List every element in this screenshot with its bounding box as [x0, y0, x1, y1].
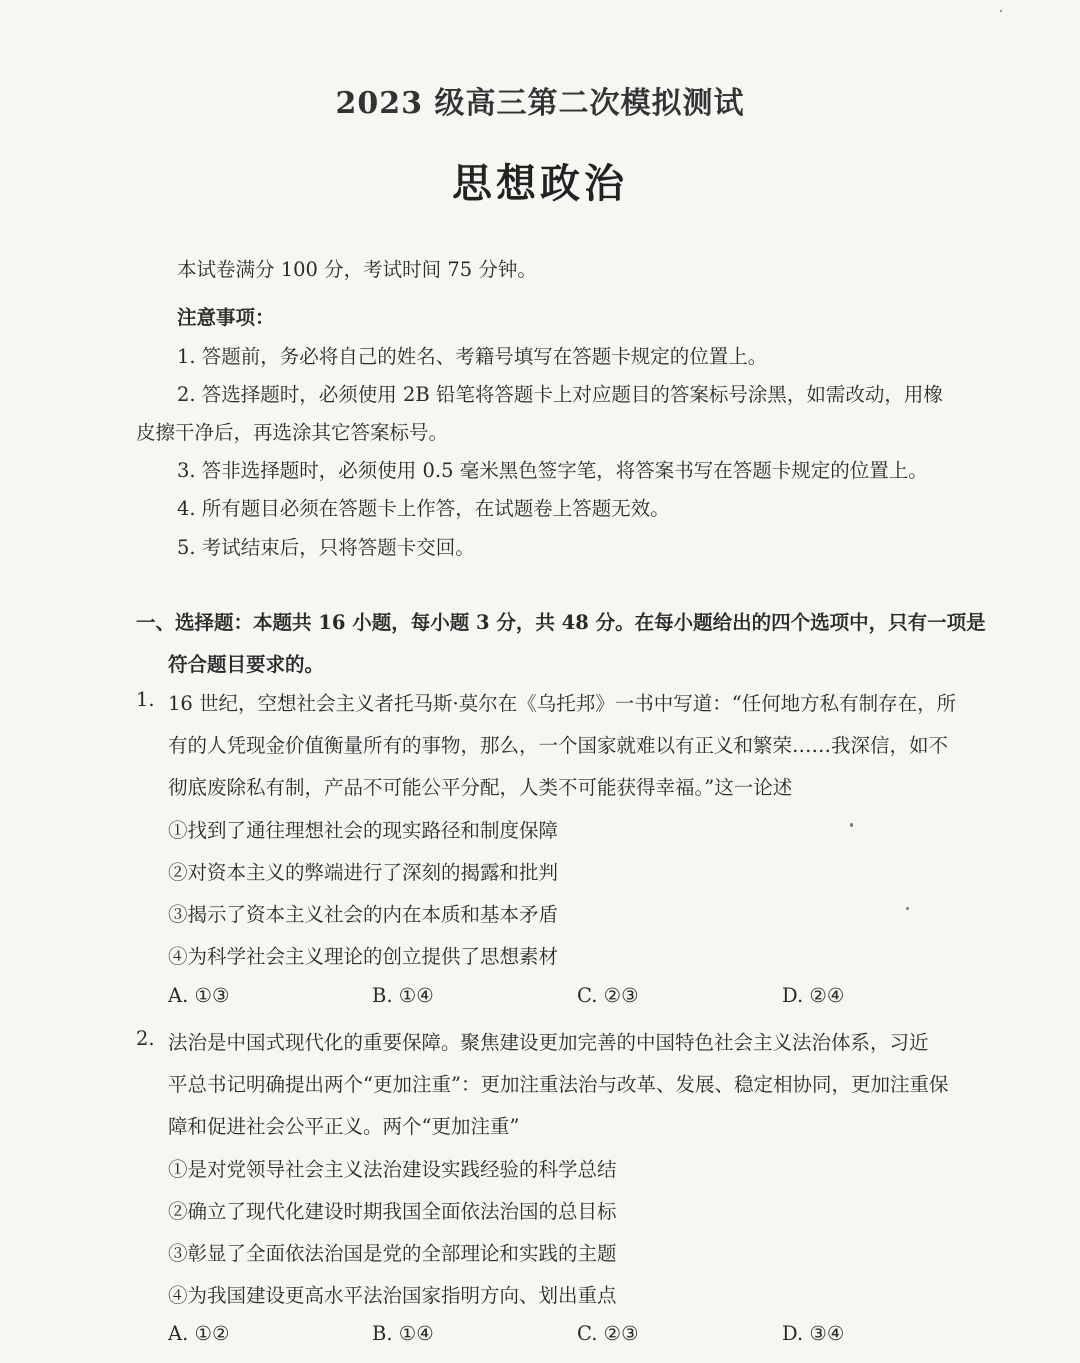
- statement: ①找到了通往理想社会的现实路径和制度保障: [168, 819, 559, 842]
- section-heading-cont: 符合题目要求的。: [168, 653, 325, 676]
- exam-intro: 本试卷满分 100 分，考试时间 75 分钟。: [177, 258, 537, 281]
- section-heading: 一、选择题：本题共 16 小题，每小题 3 分，共 48 分。在每小题给出的四个选项中，只有一项是: [136, 611, 986, 634]
- statement: ③揭示了资本主义社会的内在本质和基本矛盾: [168, 903, 559, 926]
- option-c: C. ②③: [577, 984, 639, 1007]
- statement: ③彰显了全面依法治国是党的全部理论和实践的主题: [168, 1242, 617, 1265]
- question-stem: 障和促进社会公平正义。两个“更加注重”: [168, 1115, 520, 1138]
- notice-item: 皮擦干净后，再选涂其它答案标号。: [136, 421, 449, 444]
- subject-title: 思想政治: [452, 160, 628, 207]
- question-stem: 有的人凭现金价值衡量所有的事物，那么，一个国家就难以有正义和繁荣……我深信，如不: [168, 734, 949, 757]
- question-stem: 法治是中国式现代化的重要保障。聚焦建设更加完善的中国特色社会主义法治体系，习近: [168, 1031, 929, 1054]
- option-b: B. ①④: [372, 1322, 434, 1345]
- notice-item: 3. 答非选择题时，必须使用 0.5 毫米黑色签字笔，将答案书写在答题卡规定的位置上。: [177, 459, 928, 482]
- notice-item: 1. 答题前，务必将自己的姓名、考籍号填写在答题卡规定的位置上。: [177, 345, 768, 368]
- statement: ②对资本主义的弊端进行了深刻的揭露和批判: [168, 861, 559, 884]
- exam-title: 2023 级高三第二次模拟测试: [335, 86, 745, 121]
- question-number: 1.: [136, 688, 155, 711]
- question-stem: 平总书记明确提出两个“更加注重”：更加注重法治与改革、发展、稳定相协同，更加注重保: [168, 1073, 949, 1096]
- option-a: A. ①②: [168, 1322, 230, 1345]
- question-stem: 16 世纪，空想社会主义者托马斯·莫尔在《乌托邦》一书中写道：“任何地方私有制存在，所: [168, 692, 957, 715]
- statement: ①是对党领导社会主义法治建设实践经验的科学总结: [168, 1158, 617, 1181]
- option-b: B. ①④: [372, 984, 434, 1007]
- notice-item: 4. 所有题目必须在答题卡上作答，在试题卷上答题无效。: [177, 497, 670, 520]
- notice-heading: 注意事项：: [177, 306, 275, 329]
- statement: ④为科学社会主义理论的创立提供了思想素材: [168, 945, 559, 968]
- option-a: A. ①③: [168, 984, 230, 1007]
- statement: ④为我国建设更高水平法治国家指明方向、划出重点: [168, 1284, 617, 1307]
- question-number: 2.: [136, 1027, 155, 1050]
- option-d: D. ②④: [782, 984, 845, 1007]
- question-stem: 彻底废除私有制，产品不可能公平分配，人类不可能获得幸福。”这一论述: [168, 776, 793, 799]
- scan-speck: [1000, 10, 1002, 12]
- notice-item: 2. 答选择题时，必须使用 2B 铅笔将答题卡上对应题目的答案标号涂黑，如需改动，用橡: [177, 383, 943, 406]
- notice-item: 5. 考试结束后，只将答题卡交回。: [177, 536, 475, 559]
- statement: ②确立了现代化建设时期我国全面依法治国的总目标: [168, 1200, 617, 1223]
- scan-speck: [850, 823, 853, 827]
- option-c: C. ②③: [577, 1322, 639, 1345]
- scan-speck: [906, 907, 909, 910]
- option-d: D. ③④: [782, 1322, 845, 1345]
